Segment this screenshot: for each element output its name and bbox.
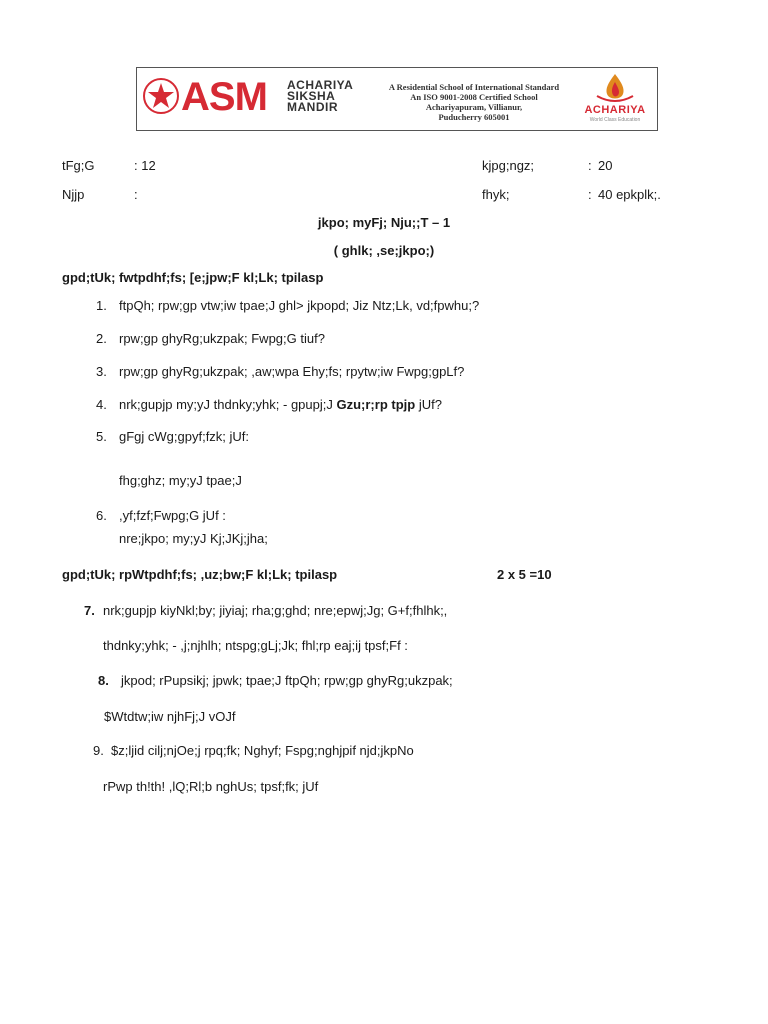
school-header-banner [136,67,658,131]
list-item: jkpod; rPupsikj; jpwk; tpae;J ftpQh; rpw;gp ghyRg;ukzpak; [121,673,453,688]
list-item-continuation: rPwp th!th! ,lQ;Rl;b nghUs; tpsf;fk; jUf [103,779,319,794]
list-item: rpw;gp ghyRg;ukzpak; Fwpg;G tiuf? [119,331,325,346]
section2-heading: gpd;tUk; rpWtpdhf;fs; ,uz;bw;F kl;Lk; tpilasp [62,567,338,582]
achariya-brand [575,72,655,128]
page-title: jkpo; myFj; Nju;;T – 1 [317,215,451,230]
date-label: Njjp [62,187,85,202]
list-item: ,yf;fzf;Fwpg;G jUf : [119,508,226,523]
school-address: A Residential School of International Standard An ISO 9001-2008 Certified School Achariyapuram, Villianur, Puducherry 605001 [388,82,560,122]
brand-word: ACHARIYA [584,104,646,116]
asm-logo-text: ASM [181,75,267,119]
list-item: nrk;gupjp my;yJ thdnky;yhk; - gpupj;J Gzu;r;rp tpjp jUf? [119,397,442,412]
list-item-num: 7. [84,603,95,618]
list-item-subtext: nre;jkpo; my;yJ Kj;JKj;jha; [119,531,268,546]
section2-marks: 2 x 5 =10 [497,567,552,582]
list-item-num: 9. [93,743,104,758]
list-item-num: 4. [96,397,107,412]
list-item-num: 5. [96,429,107,444]
list-item-num: 8. [98,673,109,688]
class-label: tFg;G [62,158,95,173]
list-item-num: 1. [96,298,107,313]
list-item-continuation: $Wtdtw;iw njhFj;J vOJf [104,709,236,724]
list-item-num: 2. [96,331,107,346]
marks-value: 20 [598,158,613,173]
time-label: fhyk; [482,187,510,202]
page-subtitle: ( ghlk; ,se;jkpo;) [333,243,435,258]
list-item: ftpQh; rpw;gp vtw;iw tpae;J ghl> jkpopd; Jiz Ntz;Lk, vd;fpwhu;? [119,298,480,313]
class-value: : 12 [134,158,156,173]
list-item: gFgj cWg;gpyf;fzk; jUf: [119,429,250,444]
list-item: $z;ljid cilj;njOe;j rpq;fk; Nghyf; Fspg;nghjpif njd;jkpNo [111,743,414,758]
list-item-num: 3. [96,364,107,379]
list-item-subtext: fhg;ghz; my;yJ tpae;J [119,473,242,488]
marks-colon: : [588,158,592,173]
list-item-continuation: thdnky;yhk; - ,j;njhlh; ntspg;gLj;Jk; fhl;rp eaj;ij tpsf;Ff : [103,638,408,653]
list-item: nrk;gupjp kiyNkl;by; jiyiaj; rha;g;ghd; nre;epwj;Jg; G+f;fhlhk;, [103,603,448,618]
school-name: ACHARIYA SIKSHA MANDIR [287,78,354,114]
section1-heading: gpd;tUk; fwtpdhf;fs; [e;jpw;F kl;Lk; tpilasp [62,270,324,285]
flame-figure-icon [575,72,655,104]
marks-label: kjpg;ngz; [482,158,535,173]
list-item-num: 6. [96,508,107,523]
date-value: : [134,187,138,202]
time-colon: : [588,187,592,202]
star-logo-icon [143,78,179,114]
list-item: rpw;gp ghyRg;ukzpak; ,aw;wpa Ehy;fs; rpytw;iw Fwpg;gpLf? [119,364,465,379]
brand-tagline: World Class Education [589,117,641,123]
time-value: 40 epkplk;. [598,187,661,202]
